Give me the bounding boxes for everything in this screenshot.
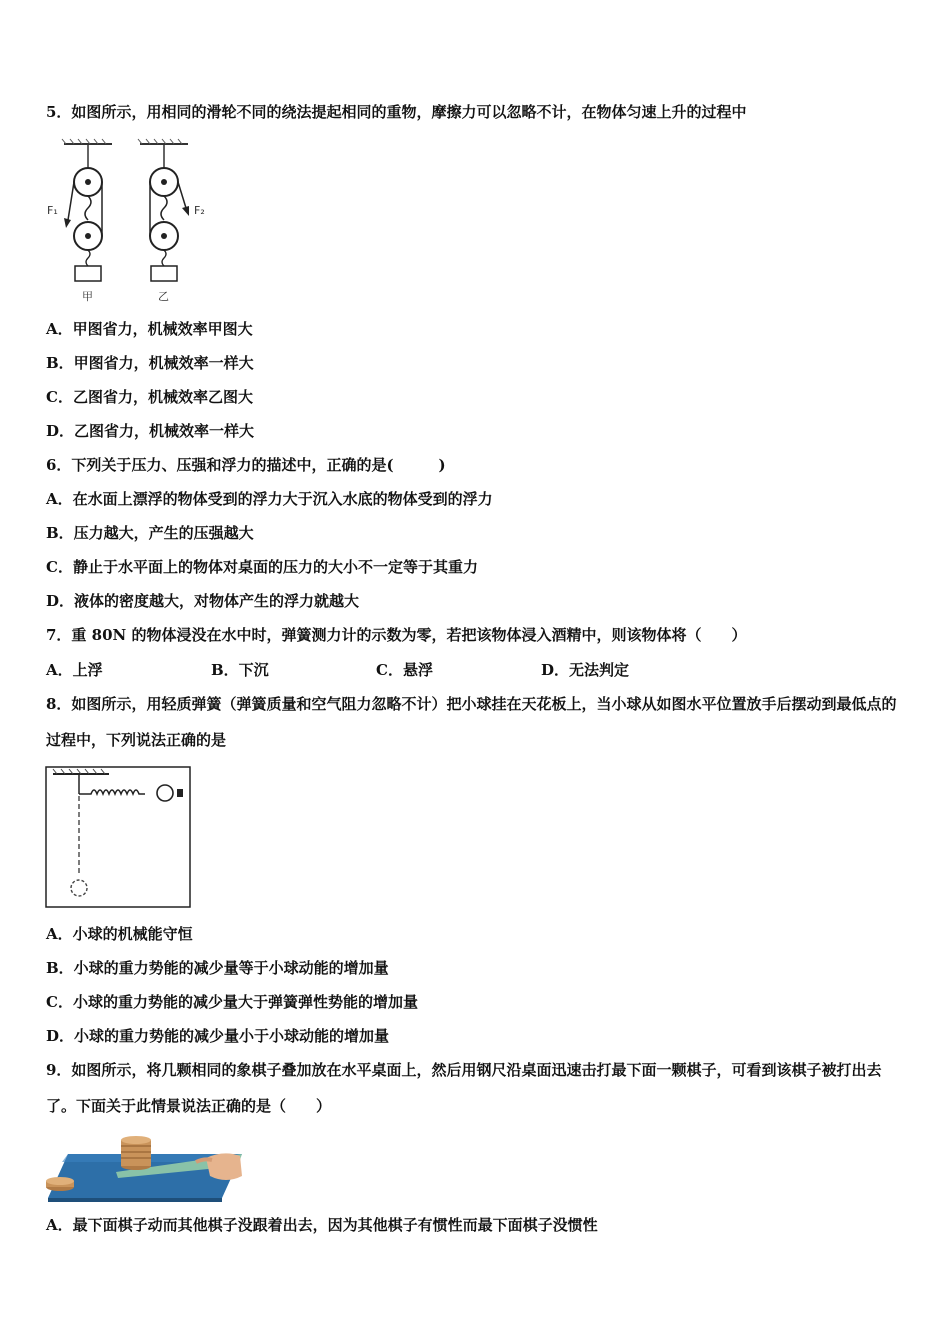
q8-stem: 8．如图所示，用轻质弹簧（弹簧质量和空气阻力忽略不计）把小球挂在天花板上，当小球从如图水平位置放手后摆动到最低点的过程中，下列说法正确的是 [46, 695, 897, 749]
q7-options [46, 660, 706, 680]
right-caption: 乙 [158, 290, 169, 303]
q5-option-d: D．乙图省力，机械效率一样大 [46, 422, 255, 440]
q6-option-d: D．液体的密度越大，对物体产生的浮力就越大 [46, 592, 360, 610]
q7-option-d: D．无法判定 [541, 661, 630, 679]
q6-stem: 6．下列关于压力、压强和浮力的描述中，正确的是( ) [46, 456, 446, 474]
force-f2-label: F₂ [194, 204, 205, 217]
q9-stem: 9．如图所示，将几颗相同的象棋子叠加放在水平桌面上，然后用钢尺沿桌面迅速击打最下面一颗棋子，可看到该棋子被打出去了。下面关于此情景说法正确的是（ ） [46, 1061, 882, 1115]
q5-option-c: C．乙图省力，机械效率乙图大 [46, 388, 253, 406]
chess-pieces-photo [46, 1132, 244, 1204]
left-caption: 甲 [82, 290, 93, 303]
q8-option-b: B．小球的重力势能的减少量等于小球动能的增加量 [46, 959, 389, 977]
q9-option-a: A．最下面棋子动而其他棋子没跟着出去，因为其他棋子有惯性而最下面棋子没惯性 [46, 1216, 598, 1234]
pulley-figure [44, 138, 224, 306]
q5-stem: 5．如图所示，用相同的滑轮不同的绕法提起相同的重物，摩擦力可以忽略不计，在物体匀速上升的过程中 [46, 103, 747, 121]
q8-option-a: A．小球的机械能守恒 [46, 925, 193, 943]
q8-option-c: C．小球的重力势能的减少量大于弹簧弹性势能的增加量 [46, 993, 418, 1011]
q7-option-a: A．上浮 [46, 661, 103, 679]
q6-option-a: A．在水面上漂浮的物体受到的浮力大于沉入水底的物体受到的浮力 [46, 490, 493, 508]
q7-option-b: B．下沉 [211, 661, 269, 679]
q5-option-a: A．甲图省力，机械效率甲图大 [46, 320, 253, 338]
q5-option-b: B．甲图省力，机械效率一样大 [46, 354, 254, 372]
q8-option-d: D．小球的重力势能的减少量小于小球动能的增加量 [46, 1027, 390, 1045]
spring-pendulum-figure [45, 766, 191, 908]
q7-option-c: C．悬浮 [376, 661, 433, 679]
q6-option-c: C．静止于水平面上的物体对桌面的压力的大小不一定等于其重力 [46, 558, 478, 576]
force-f1-label: F₁ [47, 204, 58, 217]
q7-stem: 7．重 80N 的物体浸没在水中时，弹簧测力计的示数为零，若把该物体浸入酒精中，则该物体将（ ） [46, 626, 747, 644]
q6-option-b: B．压力越大，产生的压强越大 [46, 524, 254, 542]
